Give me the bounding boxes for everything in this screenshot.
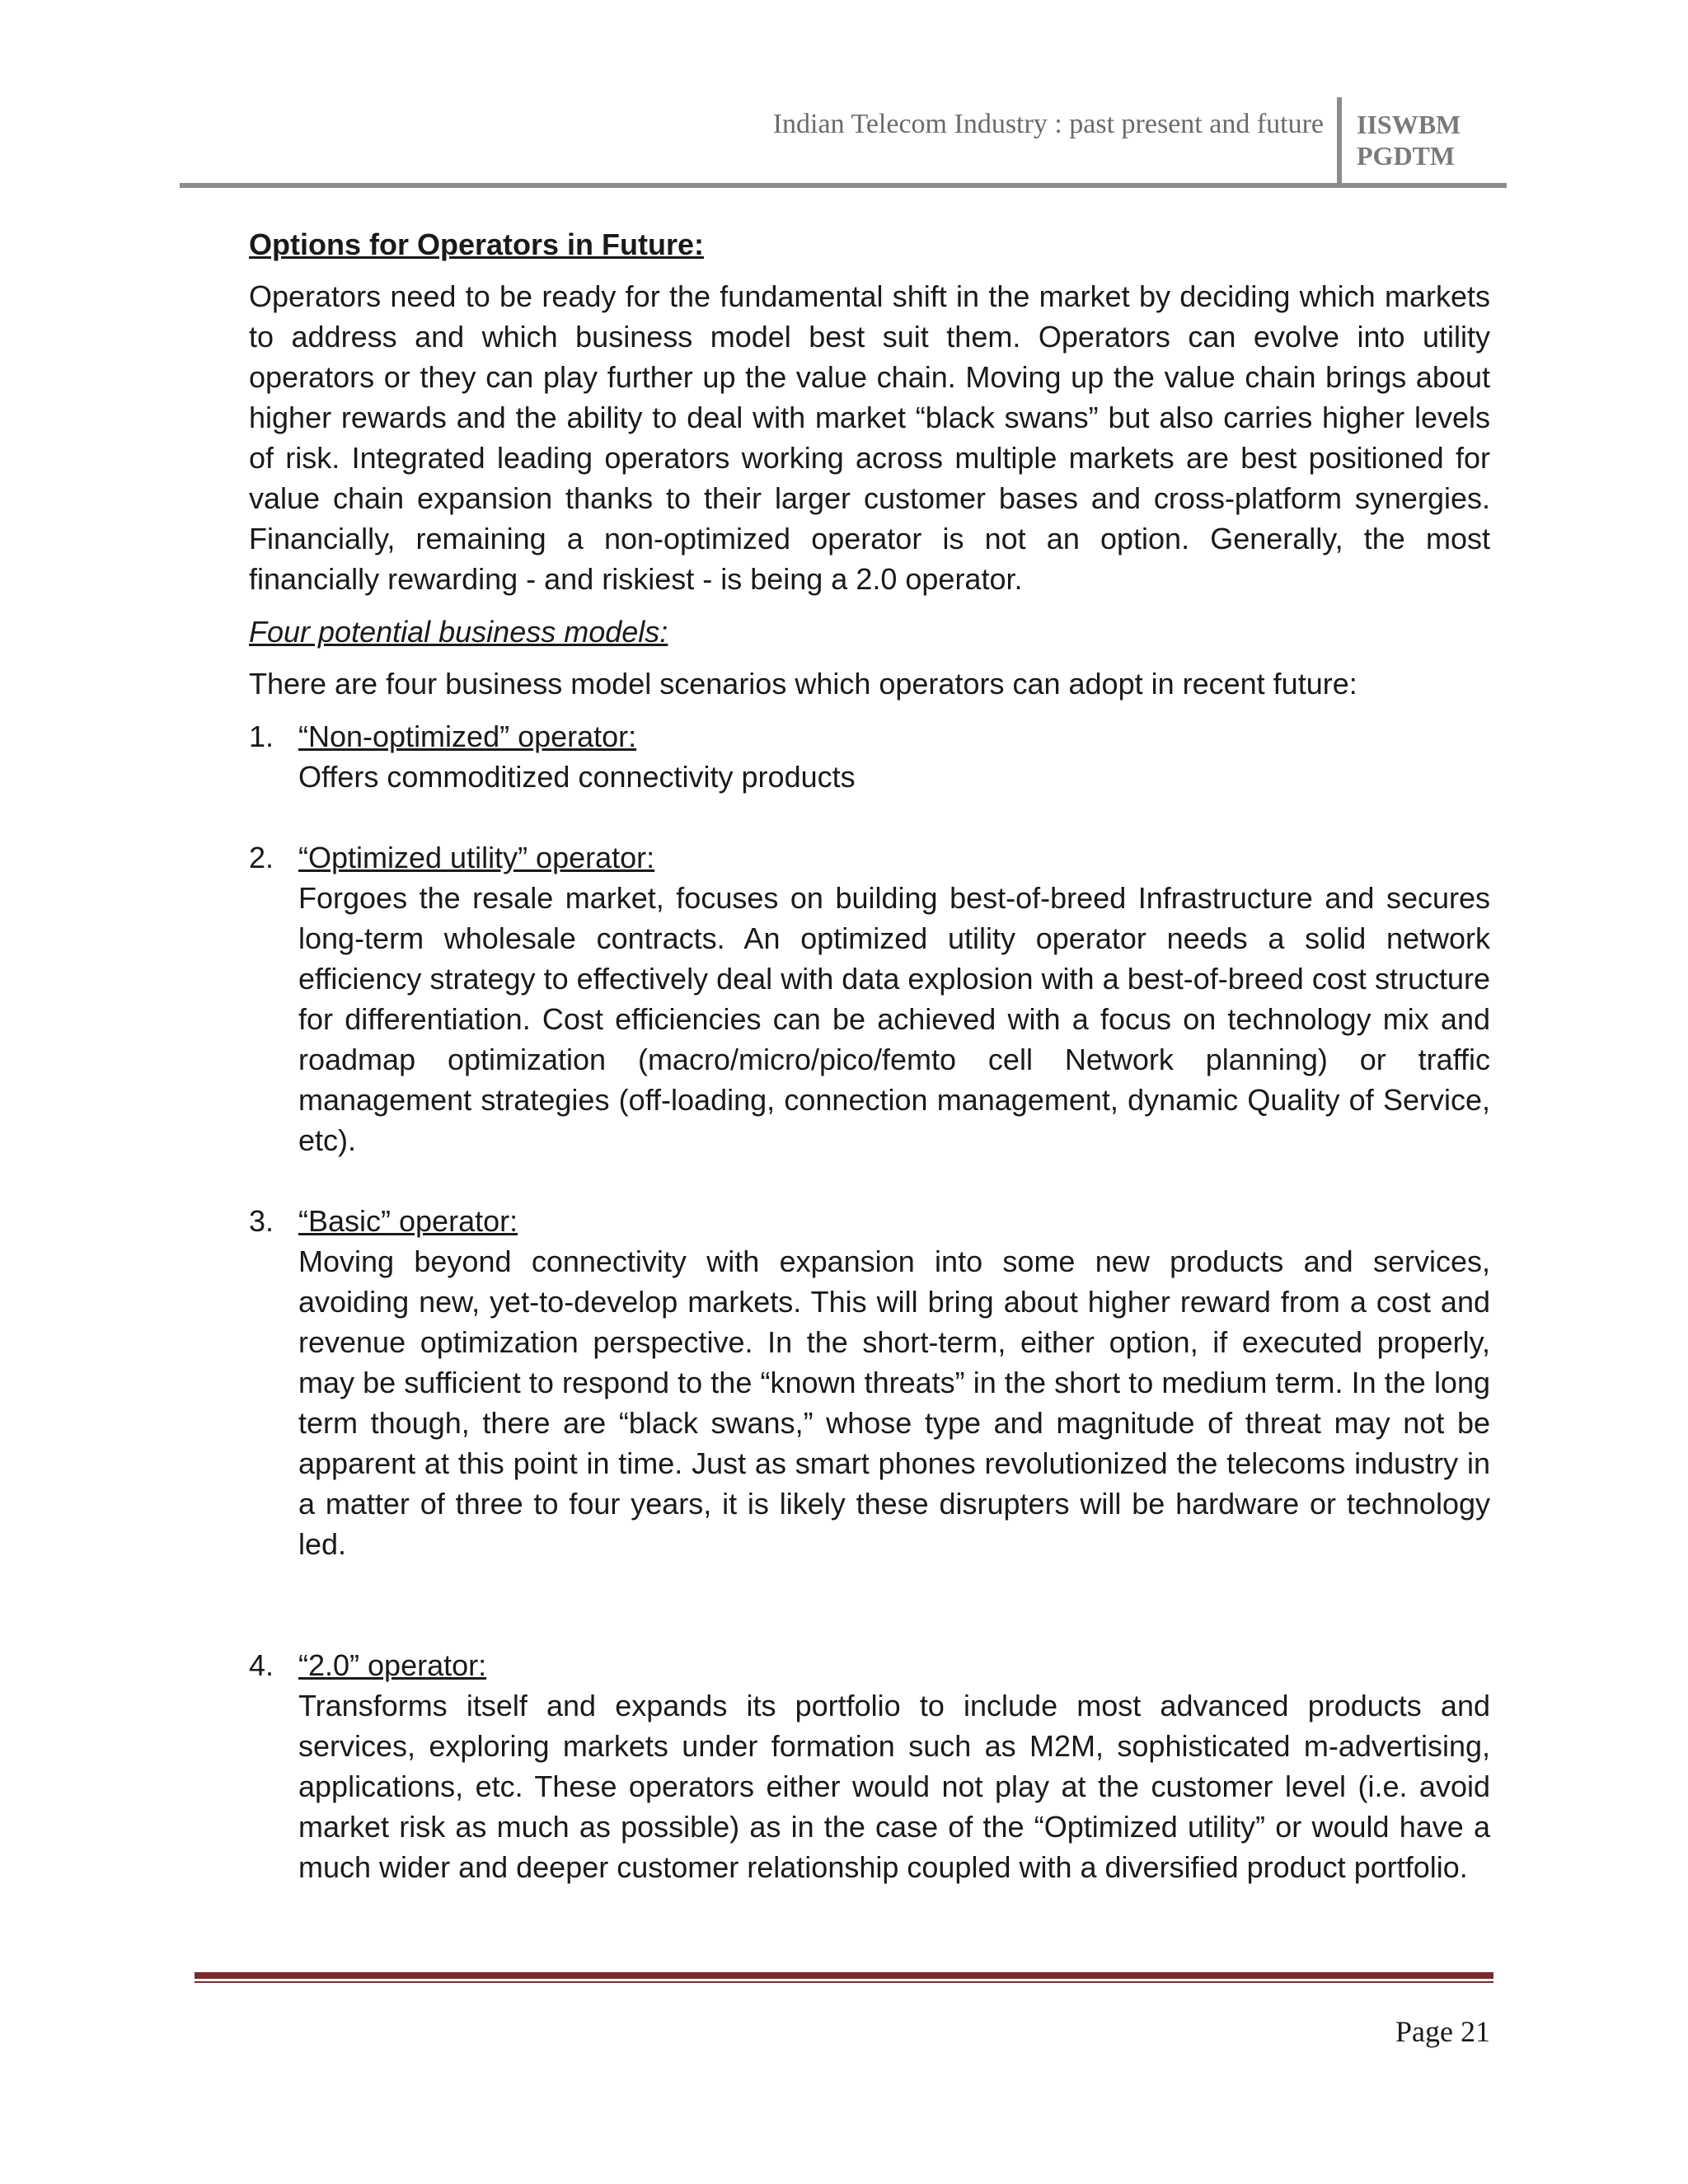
page-content [249,224,1490,1887]
model-description: Moving beyond connectivity with expansion into some new products and services, avoiding new, yet-to-develop markets. This will bring about higher reward from a cost and revenue optimization perspective. In the short-term, either option, if executed properly, may be sufficient to respond to the “known threats” in the short to medium term. In the long term though, there are “black swans,” whose type and magnitude of threat may not be apparent at this point in time. Just as smart phones revolutionized the telecoms industry in a matter of three to four years, it is likely these disrupters will be hardware or technology led. [298,1244,1490,1561]
model-description: Offers commoditized connectivity products [298,760,856,794]
business-model-item [249,1201,1490,1564]
header-divider-vertical [1337,97,1342,186]
business-model-item [249,837,1490,1160]
model-title: “2.0” operator: [298,1648,487,1682]
intro-paragraph: Operators need to be ready for the fundamental shift in the market by deciding which markets to address and which business model best suit them. Operators can evolve into utility operators or they can play further up the value chain. Moving up the value chain brings about higher rewards and the ability to deal with market “black swans” but also carries higher levels of risk. Integrated leading operators working across multiple markets are best positioned for value chain expansion thanks to their larger customer bases and cross-platform synergies. Financially, remaining a non-optimized operator is not an option. Generally, the most financially rewarding - and riskiest - is being a 2.0 operator. [249,279,1490,596]
page-header [180,97,1507,188]
header-org-line1: IISWBM [1357,110,1461,139]
document-title: Indian Telecom Industry : past present and future [772,109,1324,139]
model-title: “Non-optimized” operator: [298,719,637,753]
business-model-list [249,716,1490,1887]
models-intro: There are four business model scenarios which operators can adopt in recent future: [249,667,1357,701]
subheading: Four potential business models: [249,615,668,649]
model-title: “Basic” operator: [298,1204,518,1238]
footer-divider-thick [195,1972,1493,1979]
business-model-item [249,716,1490,797]
header-divider-horizontal [180,183,1507,188]
model-number: 4. [249,1648,274,1682]
model-description: Transforms itself and expands its portfolio to include most advanced products and services, exploring markets under formation such as M2M, sophisticated m-advertising, applications, etc. These operators either would not play at the customer level (i.e. avoid market risk as much as possible) as in the case of the “Optimized utility” or would have a much wider and deeper customer relationship coupled with a diversified product portfolio. [298,1689,1490,1884]
model-number: 1. [249,719,274,753]
section-heading: Options for Operators in Future: [249,227,705,261]
model-number: 3. [249,1204,274,1238]
header-org-line2: PGDTM [1357,141,1456,171]
model-title: “Optimized utility” operator: [298,841,655,874]
business-model-item [249,1645,1490,1887]
footer-divider-thin [195,1981,1493,1983]
model-description: Forgoes the resale market, focuses on building best-of-breed Infrastructure and secures long-term wholesale contracts. An optimized utility operator needs a solid network efficiency strategy to effectively deal with data explosion with a best-of-breed cost structure for differentiation. Cost efficiencies can be achieved with a focus on technology mix and roadmap optimization (macro/micro/pico/femto cell Network planning) or traffic management strategies (off-loading, connection management, dynamic Quality of Service, etc). [298,881,1490,1157]
model-number: 2. [249,841,274,874]
page-number: Page 21 [1395,2015,1490,2048]
header-organization [1357,109,1461,171]
